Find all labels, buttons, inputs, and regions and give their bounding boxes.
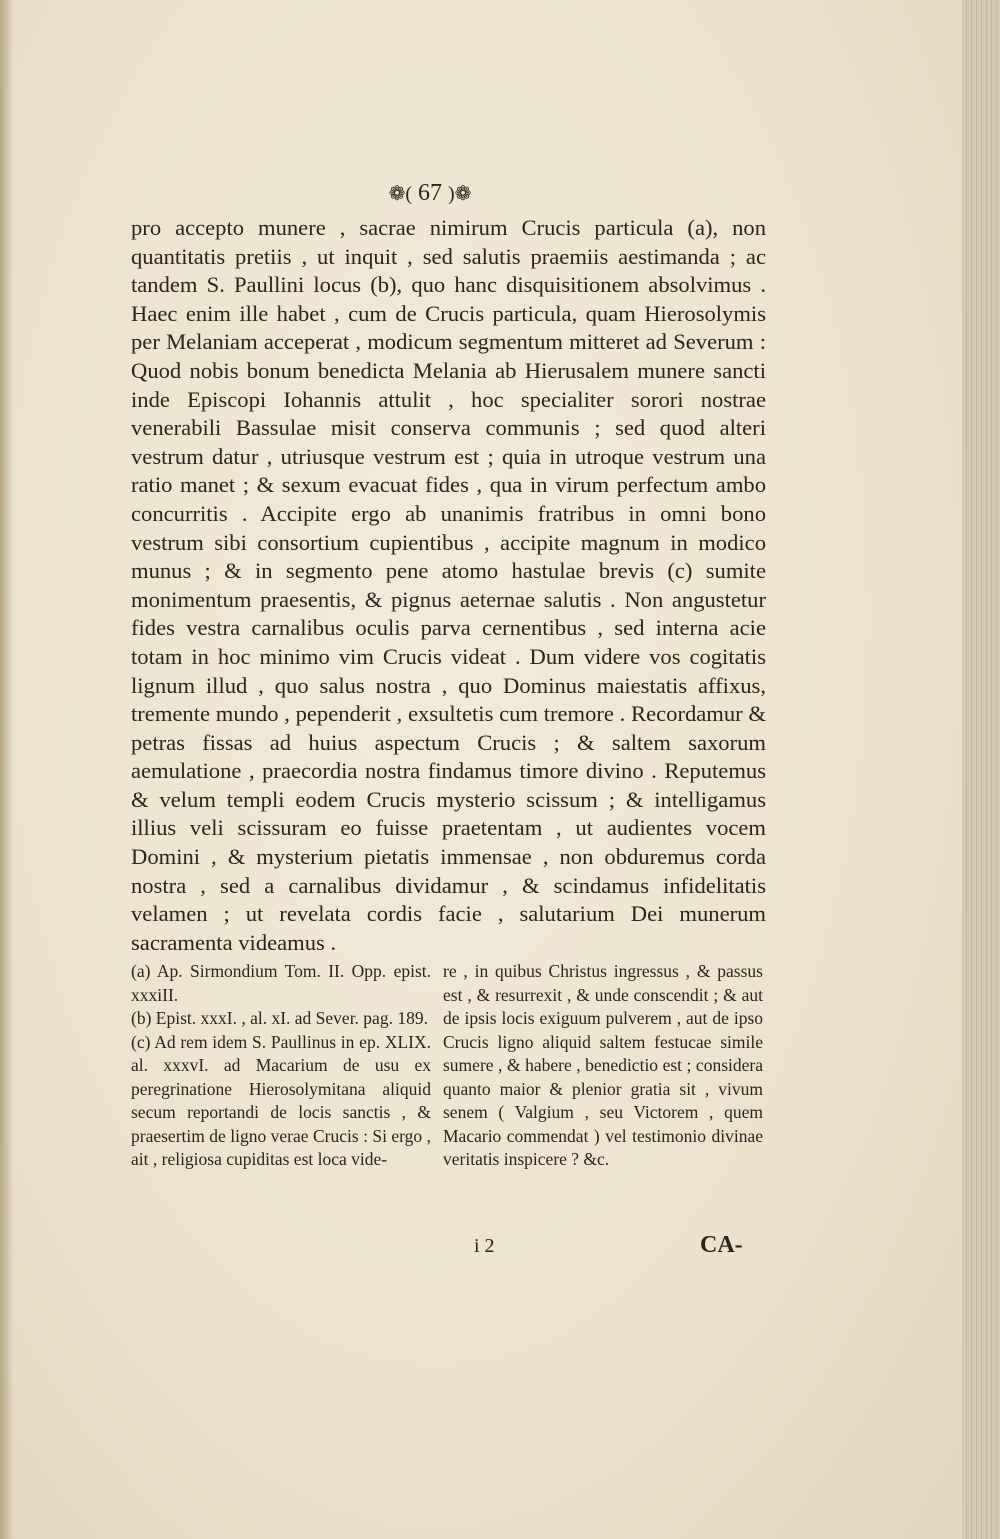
footnote-c: (c) Ad rem idem S. Paullinus in ep. XLIX. al. xxxvI. ad Macarium de usu ex peregrinatione Hierosolymitana aliquid secum reportandi de locis sanctis , & praesertim de ligno verae Crucis : Si ergo , ait , religiosa cupiditas est loca vide- xyxy=(131,1031,431,1169)
page-edges xyxy=(962,0,1000,1539)
main-paragraph: pro accepto munere , sacrae nimirum Crucis particula (a), non quantitatis pretiis , ut inquit , sed salutis praemiis aestimanda ; ac tandem S. Paullini locus (b), quo hanc disquisitionem absolvimus . Haec enim ille habet , cum de Crucis particula, quam Hierosolymis per Melaniam acceperat , modicum segmentum mitteret ad Severum : Quod nobis bonum benedicta Melania ab Hierusalem munere sancti inde Episcopi Iohannis attulit , hoc specialiter sorori nostrae venerabili Bassulae misit conserva communis ; sed quod alteri vestrum datur , utriusque vestrum est ; quia in utroque vestrum una ratio manet ; & sexum evacuat fides , qua in virum perfectum ambo concurritis . Accipite ergo ab unanimis fratribus in omni bono vestrum sibi consortium cupientibus , accipite magnum in modico munus ; & in segmento pene atomo hastulae brevis (c) sumite monimentum praesentis, & pignus aeternae salutis . Non angustetur fides vestra carnalibus oculis parva cernentibus , sed interna acie totam in hoc minimo vim Crucis videat . Dum videre vos cogitatis lignum illud , quo salus nostra , quo Dominus maiestatis affixus, tremente mundo , pependerit , exsultetis cum tremore . Recordamur & petras fissas ad huius aspectum Crucis ; & saltem saxorum aemulatione , praecordia nostra findamus timore divino . Reputemus & velum templi eodem Crucis mysterio scissum ; & intelligamus illius veli scissuram eo fuisse praetentam , ut audientes vocem Domini , & mysterium pietatis immensae , non obduremus corda nostra , sed a carnalibus dividamur , & scindamus infidelitatis velamen ; ut revelata cordis facie , salutarium Dei munerum sacramenta videamus . xyxy=(131,215,766,955)
spine-shadow xyxy=(0,0,14,1539)
signature-mark: i 2 xyxy=(474,1235,495,1257)
catchword: CA- xyxy=(700,1232,743,1258)
page-number: 67 xyxy=(418,180,442,206)
right-ornament: )❁ xyxy=(448,183,472,205)
page-header xyxy=(360,177,500,209)
left-ornament: ❁( xyxy=(388,183,412,205)
footnotes-right-column xyxy=(443,960,763,1172)
footnote-a: (a) Ap. Sirmondium Tom. II. Opp. epist. xxxiII. xyxy=(131,961,431,1005)
main-text-block xyxy=(131,214,766,957)
footnote-c-continued: re , in quibus Christus ingressus , & passus est , & resurrexit , & unde conscendit ; & aut de ipsis locis exiguum pulverem , aut de ipso Crucis ligno aliquid saltem festucae simile sumere , & habere , benedictio est ; considera quanto maior & plenior gratia sit , vivum senem ( Valgium , seu Victorem , quem Macario commendat ) vel testimonio divinae veritatis inspicere ? &c. xyxy=(443,961,763,1169)
footnotes-left-column xyxy=(131,960,431,1172)
footnote-b: (b) Epist. xxxI. , al. xI. ad Sever. pag. 189. xyxy=(131,1008,428,1028)
